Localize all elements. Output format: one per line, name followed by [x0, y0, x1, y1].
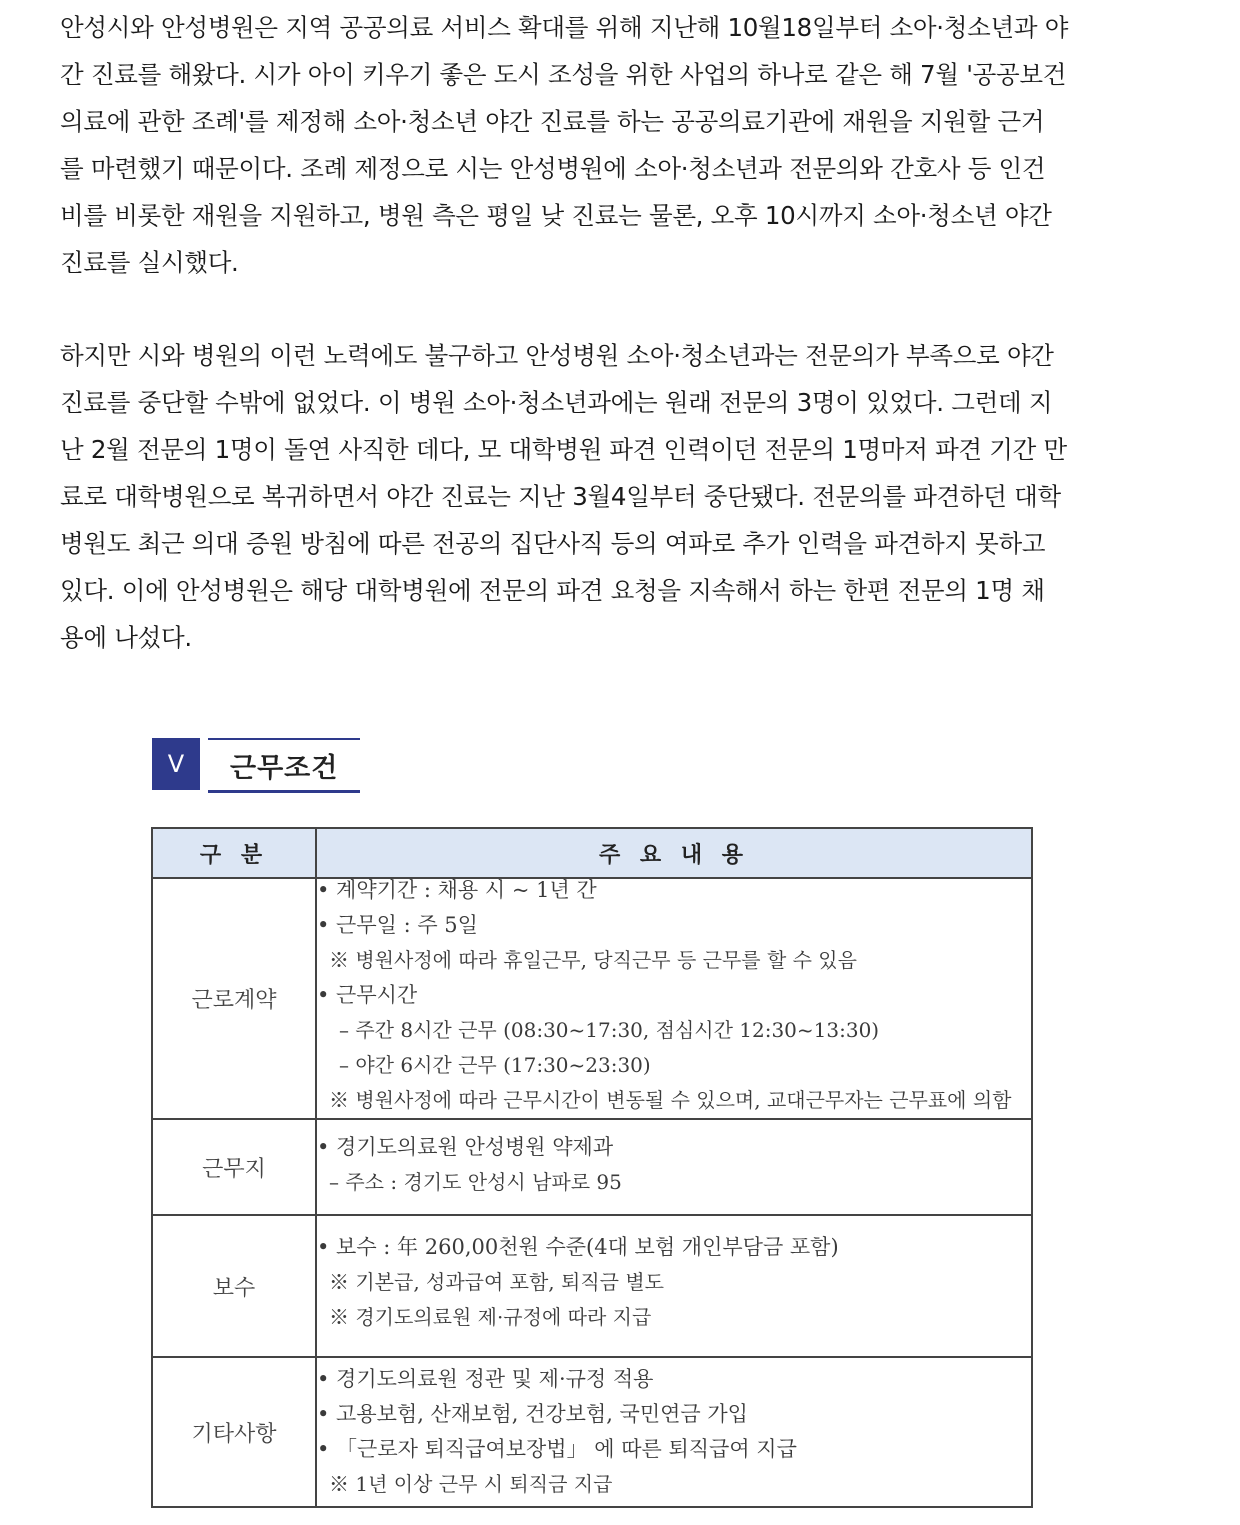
paragraph-line: 료로 대학병원으로 복귀하면서 야간 진료는 지난 3월4일부터 중단됐다. 전문의를 파견하던 대학	[60, 482, 1061, 511]
content-line: ※ 1년 이상 근무 시 퇴직금 지급	[329, 1472, 613, 1496]
paragraph-line: 용에 나섰다.	[60, 623, 192, 652]
header-content: 주 요 내 용	[316, 828, 1032, 878]
content-line: • 근무시간	[317, 983, 418, 1007]
content-line: ※ 병원사정에 따라 근무시간이 변동될 수 있으며, 교대근무자는 근무표에 의함	[329, 1088, 1012, 1112]
content-line: • 계약기간 : 채용 시 ~ 1년 간	[317, 878, 597, 902]
table-row	[152, 1215, 1032, 1357]
row-category: 근로계약	[152, 878, 316, 1119]
content-line: ※ 경기도의료원 제·규정에 따라 지급	[329, 1305, 652, 1329]
paragraph-line: 하지만 시와 병원의 이런 노력에도 불구하고 안성병원 소아·청소년과는 전문의가 부족으로 야간	[60, 341, 1054, 370]
section-header	[152, 738, 367, 794]
content-line: • 보수 : 年 260,00천원 수준(4대 보험 개인부담금 포함)	[317, 1235, 839, 1259]
conditions-table	[151, 827, 1033, 1508]
content-line: – 주간 8시간 근무 (08:30~17:30, 점심시간 12:30~13:30)	[339, 1018, 880, 1042]
paragraph-line: 병원도 최근 의대 증원 방침에 따른 전공의 집단사직 등의 여파로 추가 인력을 파견하지 못하고	[60, 529, 1046, 558]
section-number-badge: V	[152, 738, 200, 790]
row-content	[316, 1215, 1032, 1357]
work-conditions-figure	[148, 732, 1038, 1512]
content-line: • 고용보험, 산재보험, 건강보험, 국민연금 가입	[317, 1402, 748, 1426]
paragraph-line: 를 마련했기 때문이다. 조례 제정으로 시는 안성병원에 소아·청소년과 전문의와 간호사 등 인건	[60, 154, 1046, 183]
row-category: 근무지	[152, 1119, 316, 1215]
row-content	[316, 878, 1032, 1119]
content-line: • 「근로자 퇴직급여보장법」 에 따른 퇴직급여 지급	[317, 1437, 797, 1461]
table-header-row	[152, 828, 1032, 878]
table-row	[152, 878, 1032, 1119]
table-row	[152, 1357, 1032, 1507]
paragraph-line: 의료에 관한 조례'를 제정해 소아·청소년 야간 진료를 하는 공공의료기관에 재원을 지원할 근거	[60, 107, 1045, 136]
row-category: 보수	[152, 1215, 316, 1357]
content-line: • 경기도의료원 정관 및 제·규정 적용	[317, 1367, 654, 1391]
content-line: • 경기도의료원 안성병원 약제과	[317, 1135, 614, 1159]
paragraph-line: 진료를 중단할 수밖에 없었다. 이 병원 소아·청소년과에는 원래 전문의 3명이 있었다. 그런데 지	[60, 388, 1053, 417]
content-line: – 주소 : 경기도 안성시 남파로 95	[329, 1170, 622, 1194]
table-row	[152, 1119, 1032, 1215]
section-title-box	[208, 738, 360, 793]
content-line: ※ 기본급, 성과급여 포함, 퇴직금 별도	[329, 1270, 664, 1294]
content-line: – 야간 6시간 근무 (17:30~23:30)	[339, 1053, 651, 1077]
paragraph-line: 비를 비롯한 재원을 지원하고, 병원 측은 평일 낮 진료는 물론, 오후 10시까지 소아·청소년 야간	[60, 201, 1052, 230]
content-line: ※ 병원사정에 따라 휴일근무, 당직근무 등 근무를 할 수 있음	[329, 948, 857, 972]
paragraph-1	[60, 4, 1068, 286]
row-content	[316, 1119, 1032, 1215]
paragraph-line: 난 2월 전문의 1명이 돌연 사직한 데다, 모 대학병원 파견 인력이던 전문의 1명마저 파견 기간 만	[60, 435, 1067, 464]
paragraph-line: 안성시와 안성병원은 지역 공공의료 서비스 확대를 위해 지난해 10월18일부터 소아·청소년과 야	[60, 13, 1069, 42]
paragraph-line: 간 진료를 해왔다. 시가 아이 키우기 좋은 도시 조성을 위한 사업의 하나로 같은 해 7월 '공공보건	[60, 60, 1067, 89]
section-title: 근무조건	[230, 753, 339, 784]
paragraph-line: 진료를 실시했다.	[60, 248, 239, 277]
paragraph-line: 있다. 이에 안성병원은 해당 대학병원에 전문의 파견 요청을 지속해서 하는 한편 전문의 1명 채	[60, 576, 1045, 605]
header-category: 구 분	[152, 828, 316, 878]
row-content	[316, 1357, 1032, 1507]
content-line: • 근무일 : 주 5일	[317, 913, 478, 937]
row-category: 기타사항	[152, 1357, 316, 1507]
paragraph-2	[60, 332, 1067, 661]
